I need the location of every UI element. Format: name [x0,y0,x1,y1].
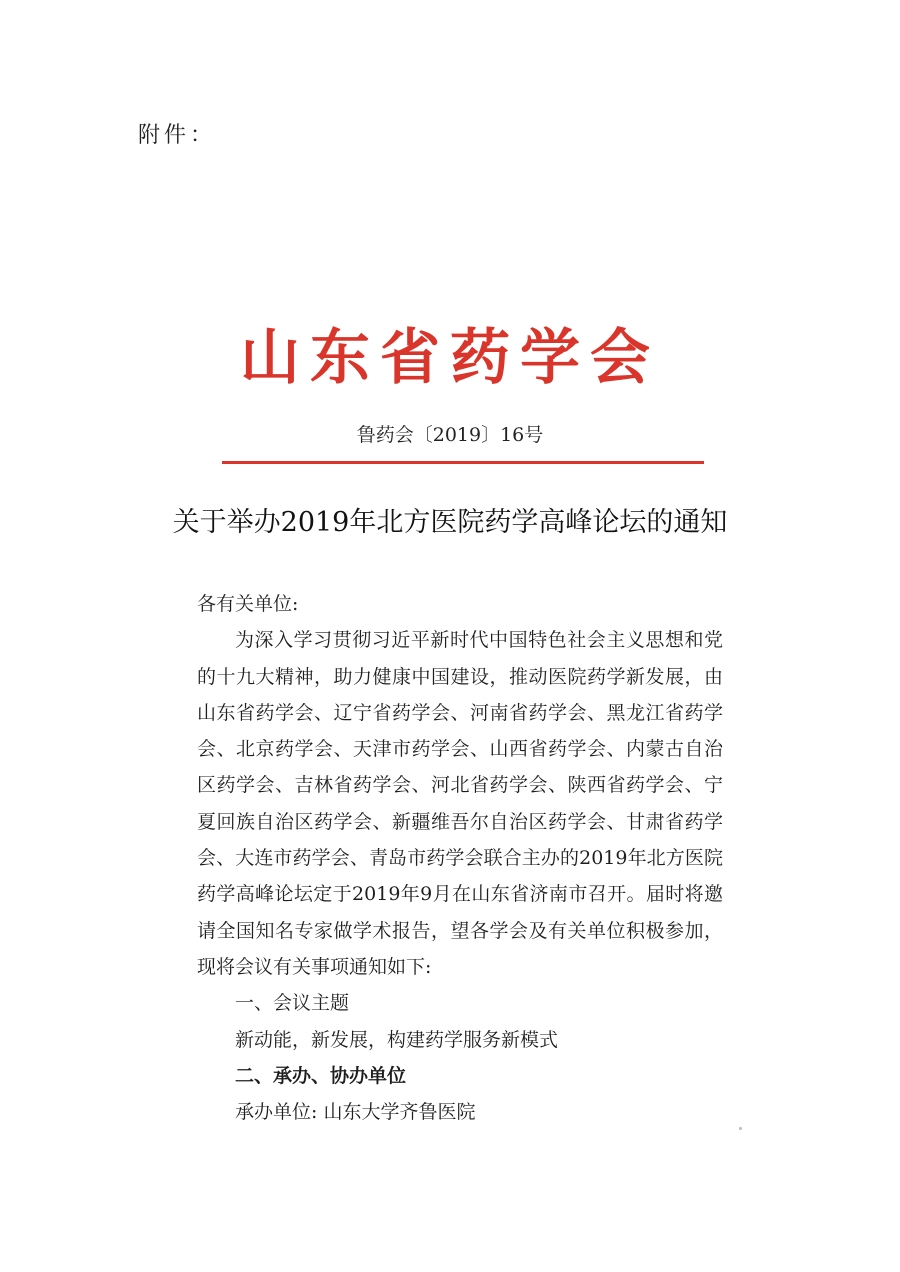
salutation: 各有关单位: [197,593,299,615]
document-number: 鲁药会〔2019〕16号 [356,424,544,446]
notice-body [197,586,723,1130]
section-1-heading: 一、会议主题 [235,992,350,1015]
section-2-heading: 二、承办、协办单位 [235,1064,407,1087]
attachment-label: 附件： [138,123,217,148]
red-divider-line [222,461,704,464]
notice-title: 关于举办2019年北方医院药学高峰论坛的通知 [172,507,728,538]
organization-name: 山东省药学会 [240,323,660,393]
intro-paragraph: 为深入学习贯彻习近平新时代中国特色社会主义思想和党的十九大精神，助力健康中国建设，推动医院药学新发展，由山东省药学会、辽宁省药学会、河南省药学会、黑龙江省药学会、北京药学会、天津市药学会、山西省药学会、内蒙古自治区药学会、吉林省药学会、河北省药学会、陕西省药学会、宁夏回族自治区药学会、新疆维吾尔自治区药学会、甘肃省药学会、大连市药学会、青岛市药学会联合主办的2019年北方医院药学高峰论坛定于2019年9月在山东省济南市召开。届时将邀请全国知名专家做学术报告，望各学会及有关单位积极参加，现将会议有关事项通知如下: [197,629,723,978]
section-2-text: 承办单位: 山东大学齐鲁医院 [235,1101,476,1124]
section-1-text: 新动能，新发展，构建药学服务新模式 [235,1028,559,1051]
scan-speck [739,1127,742,1130]
